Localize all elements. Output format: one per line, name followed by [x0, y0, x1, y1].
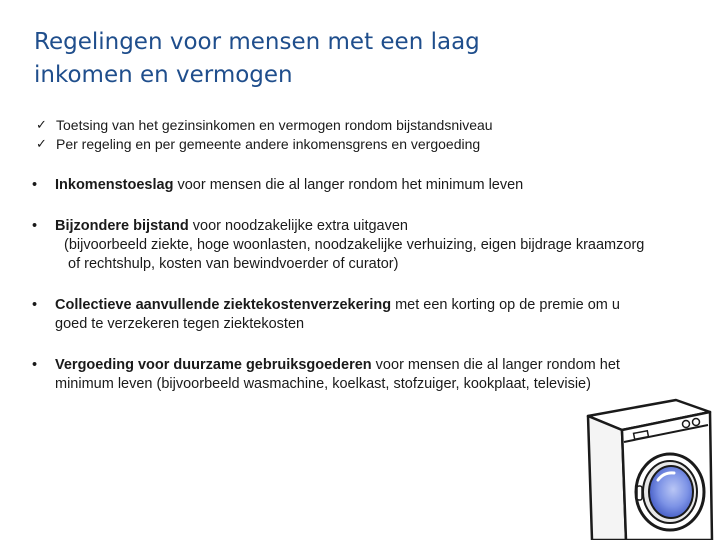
checklist: [36, 116, 706, 154]
bullet-item-inkomenstoeslag: [32, 176, 712, 195]
bullet-description: voor mensen die al langer rondom het: [371, 357, 620, 373]
bullet-icon: •: [32, 357, 38, 373]
bullet-icon: •: [32, 177, 38, 193]
bullet-heading: Inkomenstoeslag: [55, 177, 174, 193]
bullet-line: (bijvoorbeeld ziekte, hoge woonlasten, noodzakelijke verhuizing, eigen bijdrage kraamzorg: [64, 237, 645, 253]
bullet-icon: •: [32, 218, 38, 234]
bullet-item-duurzame-gebruiksgoederen: [32, 356, 712, 394]
bullet-heading: Bijzondere bijstand: [55, 218, 189, 234]
bullet-text: [55, 217, 712, 274]
checklist-item: [36, 116, 706, 135]
bullet-description: met een korting op de premie om u: [391, 297, 620, 313]
bullet-line: [55, 176, 712, 195]
bullet-line: [55, 356, 712, 375]
checkmark-icon: ✓: [36, 137, 47, 152]
bullet-text: [55, 356, 712, 394]
bullet-line: goed te verzekeren tegen ziektekosten: [55, 316, 305, 332]
bullet-line: of rechtshulp, kosten van bewindvoerder of curator): [68, 256, 399, 272]
checklist-item-text: Toetsing van het gezinsinkomen en vermogen rondom bijstandsniveau: [56, 117, 493, 133]
bullet-description: voor noodzakelijke extra uitgaven: [188, 218, 408, 234]
bullet-line: minimum leven (bijvoorbeeld wasmachine, koelkast, stofzuiger, kookplaat, televisie): [55, 376, 591, 392]
bullet-line: [55, 296, 712, 315]
bullet-text: [55, 296, 712, 334]
slide-title-line-2: inkomen en vermogen: [34, 62, 293, 88]
washing-machine-icon: [582, 394, 716, 540]
checklist-item: [36, 135, 706, 154]
bullet-text: [55, 176, 712, 195]
slide-title-line-1: Regelingen voor mensen met een laag: [34, 29, 480, 55]
bullet-heading: Collectieve aanvullende ziektekostenverzekering: [55, 297, 392, 313]
bullet-heading: Vergoeding voor duurzame gebruiksgoederen: [55, 357, 372, 373]
checklist-item-text: Per regeling en per gemeente andere inkomensgrens en vergoeding: [56, 136, 481, 152]
bullet-item-bijzondere-bijstand: [32, 217, 712, 274]
bullet-icon: •: [32, 297, 38, 313]
slide-title: [34, 26, 634, 92]
checkmark-icon: ✓: [36, 118, 47, 133]
bullet-description: voor mensen die al langer rondom het minimum leven: [173, 177, 524, 193]
bullet-item-ziektekostenverzekering: [32, 296, 712, 334]
bullet-line: [55, 217, 712, 236]
